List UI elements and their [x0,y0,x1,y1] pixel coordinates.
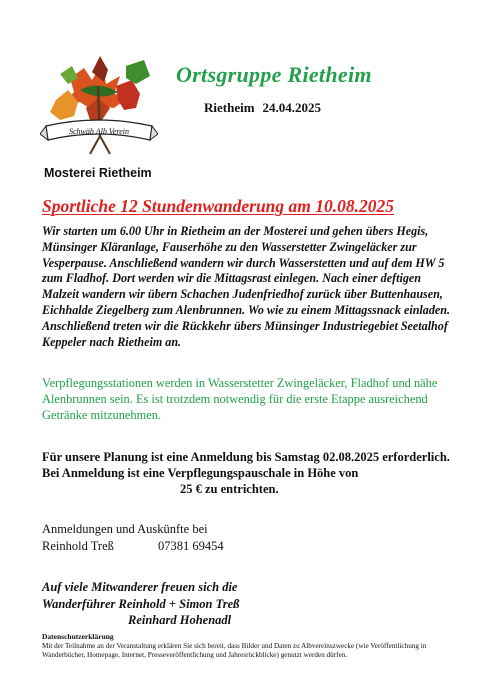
contact-name: Reinhold Treß [42,539,114,553]
route-description: Wir starten um 6.00 Uhr in Rietheim an der Mosterei und gehen übers Hegis, Münsinger Kläranlage, Fauserhöhe zu den Wasserstetter Zwingeläcker zur Vesperpause. Anschließend wandern wir durch Wasserstetten und auf dem HW 5 zum Fladhof. Dort werden wir die Mittagsrast einlegen. Nach einer deftigen Malzeit wandern wir übern Schachen Judenfriedhof zurück über Buttenhausen, Eichhalde Ziegelberg zum Alenbrunnen. Wo wie zu einem Mittagssnack einladen. Anschließend treten wir die Rückkehr übers Münsinger Industriegebiet Seetalhof Keppeler nach Rietheim an. [42,224,450,349]
event-headline: Sportliche 12 Stundenwanderung am 10.08.2025 [42,196,395,216]
page-title: Ortsgruppe Rietheim [176,62,372,87]
supply-stations-note: Verpflegungsstationen werden in Wasserstetter Zwingeläcker, Fladhof und nähe Alenbrunnen sein. Es ist trotzdem notwendig für die erste Etappe ausreichend Getränke mitzunehmen. [42,376,438,422]
registration-info [42,450,462,497]
closing-line-3: Reinhard Hohenadl [128,613,232,627]
privacy-text: Mit der Teilnahme an der Veranstaltung erklären Sie sich bereit, dass Bilder und Daten zu Albvereinszwecke (wie Veröffentlichung in Wanderbücher, Homepage, Internet, Presseveröffentlichung und Jahresrückblicke) genutzt werden dürfen. [42,642,427,659]
place-date-line [204,100,321,116]
closing-line-1: Auf viele Mitwanderer freuen sich die [42,580,238,594]
closing-signature [42,579,239,629]
sender-name: Mosterei Rietheim [44,166,152,180]
registration-deadline: Für unsere Planung ist eine Anmeldung bis Samstag 02.08.2025 erforderlich. [42,450,450,464]
fee-amount: 25 € zu entrichten. [180,481,279,496]
contact-phone: 07381 69454 [158,539,224,553]
fee-line: Bei Anmeldung ist eine Verpflegungspauschale in Höhe von [42,465,359,480]
letter-date: 24.04.2025 [262,100,322,115]
contact-label: Anmeldungen und Auskünfte bei [42,522,208,536]
closing-line-2: Wanderführer Reinhold + Simon Treß [42,596,240,611]
club-logo-leaves [40,50,158,162]
privacy-title: Datenschutzerklärung [42,632,114,641]
logo-text: Schwäb Alb Verein [69,127,129,136]
place: Rietheim [204,100,255,115]
